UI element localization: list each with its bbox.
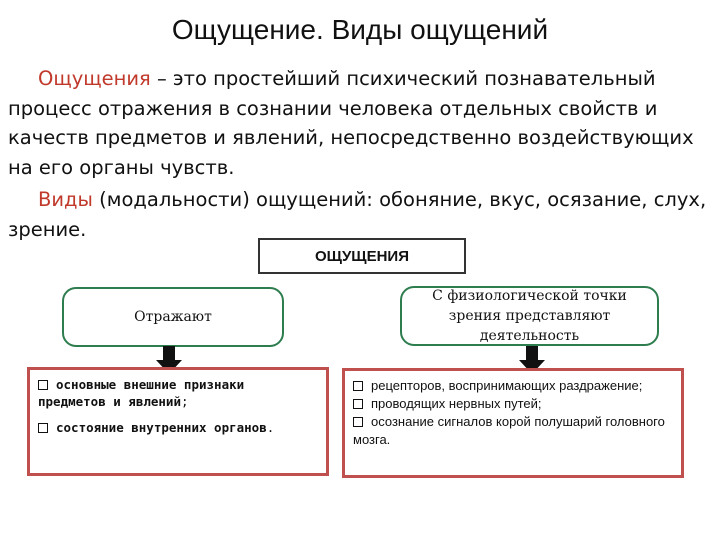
left-item-text: состояние внутренних органов xyxy=(56,420,267,435)
right-item xyxy=(353,413,673,449)
right-item-text: проводящих нервных путей; xyxy=(371,396,542,411)
right-item-text: осознание сигналов корой полушарий головного мозга. xyxy=(353,414,665,447)
checkbox-square-icon xyxy=(353,417,363,427)
right-item xyxy=(353,395,673,413)
checkbox-square-icon xyxy=(353,381,363,391)
right-item-text: рецепторов, воспринимающих раздражение; xyxy=(371,378,643,393)
left-branch-box: Отражают xyxy=(62,287,284,347)
definition-paragraph xyxy=(8,64,713,182)
right-item xyxy=(353,377,673,395)
right-branch-box: С физиологической точки зрения представляют деятельность xyxy=(400,286,659,346)
left-item-text: основные внешние признаки предметов и явлений xyxy=(38,377,245,409)
checkbox-square-icon xyxy=(38,423,48,433)
left-item-tail: ; xyxy=(181,394,189,409)
page-title: Ощущение. Виды ощущений xyxy=(171,14,549,45)
right-detail-box xyxy=(342,368,684,478)
left-detail-box xyxy=(27,367,329,476)
definition-text: – это простейший психический познавательный процесс отражения в сознании человека отдельных свойств и качеств предметов и явлений, непосредственно воздействующих на его органы чувств. xyxy=(8,67,694,179)
checkbox-square-icon xyxy=(38,380,48,390)
types-paragraph xyxy=(8,185,713,244)
main-concept-box: ОЩУЩЕНИЯ xyxy=(258,238,466,274)
types-term: Виды xyxy=(38,188,93,211)
checkbox-square-icon xyxy=(353,399,363,409)
left-item-tail: . xyxy=(266,420,275,435)
definition-term: Ощущения xyxy=(38,67,151,90)
left-item xyxy=(38,376,318,410)
types-text: (модальности) ощущений: обоняние, вкус, осязание, слух, зрение. xyxy=(8,188,707,241)
left-item xyxy=(38,419,318,436)
